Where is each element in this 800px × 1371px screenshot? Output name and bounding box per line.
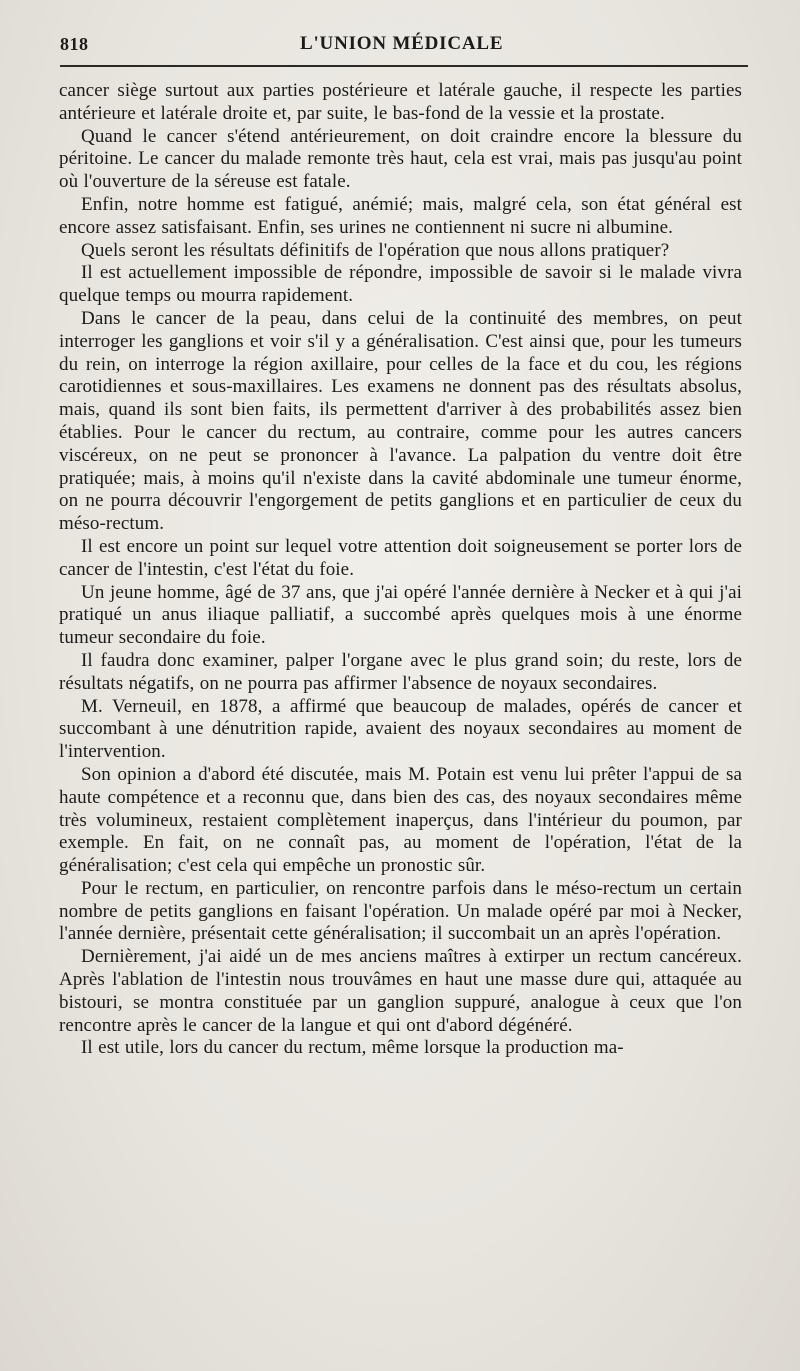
running-head: L'UNION MÉDICALE xyxy=(300,33,504,54)
paragraph: Pour le rectum, en particulier, on rencontre parfois dans le méso-rectum un certain nombre de petits ganglions en faisant l'opération. Un malade opéré par moi à Necker, l'année dernière, présentait cette généralisation; il succombait un an après l'opération. xyxy=(59,877,742,945)
paragraph: Il est utile, lors du cancer du rectum, même lorsque la production ma- xyxy=(81,1037,624,1059)
paragraph: Dans le cancer de la peau, dans celui de la continuité des membres, on peut interroger les ganglions et voir s'il y a généralisation. C'est ainsi que, pour les tumeurs du rein, on interroge la région axillaire, pour celles de la face et du cou, les régions carotidiennes et sous-maxillaires. Les examens ne donnent pas des résultats absolus, mais, quand ils sont bien faits, ils permettent d'arriver à des probabilités assez bien établies. Pour le cancer du rectum, au contraire, comme pour les autres cancers viscéreux, on ne peut se prononcer à l'avance. La palpation du ventre doit être pratiquée; mais, à moins qu'il n'existe dans la cavité abdominale une tumeur énorme, on ne pourra découvrir l'engorgement de petits ganglions et en particulier de ceux du méso-rectum. xyxy=(59,307,742,535)
page-header xyxy=(60,28,750,64)
paragraph: Dernièrement, j'ai aidé un de mes anciens maîtres à extirper un rectum cancéreux. Après l'ablation de l'intestin nous trouvâmes en haut une masse dure qui, attaquée au bistouri, se montra constituée par un ganglion suppuré, analogue à ceux que l'on rencontre après le cancer de la langue et qui ont d'abord dégénéré. xyxy=(59,946,742,1036)
header-rule xyxy=(60,65,748,67)
paragraph: Son opinion a d'abord été discutée, mais M. Potain est venu lui prêter l'appui de sa haute compétence et a reconnu que, dans bien des cas, des noyaux secondaires même très volumineux, restaient complètement inaperçus, dans l'intérieur du poumon, par exemple. En fait, on ne connaît pas, au moment de l'opération, l'état de la généralisation; c'est cela qui empêche un pronostic sûr. xyxy=(59,763,742,877)
paragraph: Il est encore un point sur lequel votre attention doit soigneusement se porter lors de cancer de l'intestin, c'est l'état du foie. xyxy=(59,535,742,580)
paragraph: Il faudra donc examiner, palper l'organe avec le plus grand soin; du reste, lors de résultats négatifs, on ne pourra pas affirmer l'absence de noyaux secondaires. xyxy=(59,649,742,694)
paragraph: cancer siège surtout aux parties postérieure et latérale gauche, il respecte les parties antérieure et latérale droite et, par suite, le bas-fond de la vessie et la prostate. xyxy=(59,80,742,124)
paragraph: Enfin, notre homme est fatigué, anémié; mais, malgré cela, son état général est encore assez satisfaisant. Enfin, ses urines ne contiennent ni sucre ni albumine. xyxy=(59,193,742,238)
paragraph: Un jeune homme, âgé de 37 ans, que j'ai opéré l'année dernière à Necker et à qui j'ai pratiqué un anus iliaque palliatif, a succombé après quelques mois à une énorme tumeur secondaire du foie. xyxy=(59,581,742,649)
paragraph: Quels seront les résultats définitifs de l'opération que nous allons pratiquer? xyxy=(81,239,670,261)
paragraph: Quand le cancer s'étend antérieurement, on doit craindre encore la blessure du péritoine. Le cancer du malade remonte très haut, cela est vrai, mais pas jusqu'au point où l'ouverture de la séreuse est fatale. xyxy=(59,125,742,193)
body-text xyxy=(59,80,742,1060)
paragraph: Il est actuellement impossible de répondre, impossible de savoir si le malade vivra quelque temps ou mourra rapidement. xyxy=(59,262,742,307)
page-number: 818 xyxy=(60,34,89,54)
paragraph: M. Verneuil, en 1878, a affirmé que beaucoup de malades, opérés de cancer et succombant à une dénutrition rapide, avaient des noyaux secondaires au moment de l'intervention. xyxy=(59,695,742,763)
